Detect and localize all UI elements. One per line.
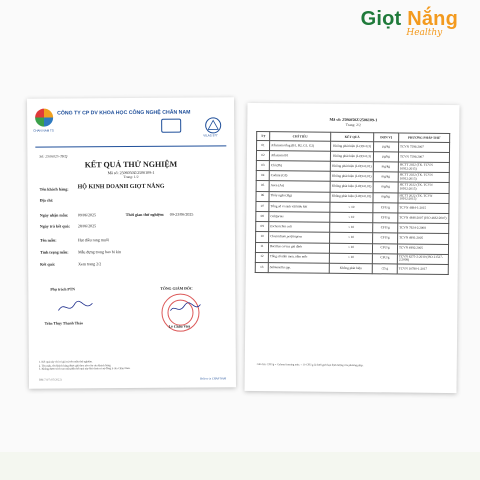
note-line: 1. Kết quả này chỉ có giá trị trên mẫu thử nghiệm. (38, 360, 93, 364)
col-header-chi-tieu: CHỈ TIÊU (270, 132, 331, 141)
brand-tagline: Healthy (406, 28, 443, 38)
cell-chi-tieu: Salmonella spp. (268, 262, 329, 273)
cell-tt: 06 (256, 191, 269, 201)
report-page-1 (27, 97, 236, 388)
cell-chi-tieu: Cadimi (Cd) (269, 171, 330, 182)
cell-chi-tieu: Chì (Pb) (269, 161, 330, 172)
bottom-band (0, 452, 480, 480)
brand-name-part2: Nắng (407, 8, 458, 30)
customer-value: HỘ KINH DOANH GIỌT NẮNG (77, 183, 165, 191)
cell-phuong-phap: TCVN 7596:2007 (399, 142, 450, 153)
logo-caption: CHAN NAM TS (33, 128, 54, 133)
col-header-phuong-phap: PHƯƠNG PHÁP THỬ (399, 133, 450, 142)
cell-phuong-phap: TCVN 8275-2:2010 (ISO 21527-2:2008) (397, 254, 448, 265)
cell-tt: 07 (256, 201, 269, 211)
cell-don-vi: CFU/g (373, 203, 398, 213)
cell-don-vi: mg/kg (373, 172, 398, 182)
cell-tt: 03 (256, 161, 269, 171)
cell-tt: 12 (255, 252, 268, 262)
cell-phuong-phap: TCVN 4992:2005 (397, 243, 448, 254)
cell-tt: 04 (256, 171, 269, 181)
cell-don-vi: mg/kg (373, 182, 398, 192)
chan-nam-logo-icon (35, 109, 53, 127)
cell-ket-qua: Không phát hiện (329, 263, 372, 274)
form-code: BM-7.8/7 (05/2022) (38, 378, 62, 382)
page1-footer (39, 377, 226, 381)
page1-header (35, 105, 226, 146)
director-name: Lê Châu Việt (168, 324, 191, 329)
report-code: Mã số: 2506050Z/2506109-1 (107, 169, 155, 176)
report-title: KẾT QUẢ THỬ NGHIỆM (84, 159, 178, 170)
brand-logo (361, 8, 458, 38)
result-value: Xem trang 2/2 (78, 261, 102, 267)
page1-notes (39, 359, 226, 371)
report-number: Số: 2506025-TKQ (39, 154, 68, 159)
sample-name-value: Hạt điều rang muối (77, 237, 109, 243)
cell-ket-qua: Không phát hiện (LOD=0,01) (330, 182, 373, 193)
note-line: 3. Không được trích sao một phần kết quả này khi chưa có sự đồng ý của Chân Nam. (38, 367, 131, 371)
cell-phuong-phap: TCVN 7596:2007 (398, 152, 449, 163)
cell-tt: 05 (256, 181, 269, 191)
result-label: Kết quả: (40, 261, 56, 267)
cell-phuong-phap: HCTT 2022 (TK. TCVN 10912:2015) (398, 162, 449, 173)
cell-chi-tieu: Tổng số nấm men, nấm mốc (268, 252, 329, 263)
col-header-don-vi: ĐƠN VỊ (374, 133, 399, 142)
cell-phuong-phap: TCVN 4991:2005 (398, 233, 449, 244)
cell-ket-qua: < 10 (329, 243, 372, 254)
table-row (255, 262, 448, 274)
cell-ket-qua: < 10 (329, 253, 372, 264)
cell-don-vi: CFU/g (373, 233, 398, 243)
company-name: CÔNG TY CP DV KHOA HỌC CÔNG NGHỆ CHÂN NAM (57, 109, 191, 117)
address-label: Địa chỉ: (39, 197, 54, 203)
cell-tt: 09 (256, 222, 269, 232)
cell-chi-tieu: Escherichia coli (269, 222, 330, 233)
sample-name-label: Tên mẫu: (39, 237, 57, 243)
cell-chi-tieu: Asen (As) (269, 181, 330, 192)
sample-status-value: Mẫu đựng trong bao bì kín (78, 249, 122, 255)
cell-don-vi: µg/kg (374, 142, 399, 152)
header-divider (35, 145, 226, 147)
director-signature-icon (168, 301, 202, 317)
results-table (255, 131, 450, 275)
report-page-2 (244, 103, 459, 393)
cell-chi-tieu: Tổng số vi sinh vật hiếu khí (269, 201, 330, 212)
col-header-tt: TT (257, 131, 270, 140)
cell-don-vi: CFU/g (373, 223, 398, 233)
cell-chi-tieu: Thủy ngân (Hg) (269, 191, 330, 202)
director-title: TỔNG GIÁM ĐỐC (160, 286, 193, 291)
cell-ket-qua: Không phát hiện (LOD=0,3) (330, 151, 373, 162)
lab-head-signature-icon (56, 298, 94, 316)
cell-ket-qua: Không phát hiện (LOD=0,3) (331, 141, 374, 152)
return-date-value: 28/06/2025 (77, 223, 97, 229)
cell-ket-qua: < 10 (330, 222, 373, 233)
cell-tt: 01 (257, 140, 270, 150)
cell-phuong-phap: TCVN 7924-2:2008 (398, 223, 449, 234)
page2-note: Ghi chú: CFU/g = Colony forming unit; < 10 CFU/g là dưới giới hạn định lượng của phương pháp. (256, 363, 364, 368)
cell-tt: 11 (255, 242, 268, 252)
return-date-label: Ngày trả kết quả: (39, 223, 71, 229)
cell-phuong-phap: TCVN 10780-1:2017 (397, 264, 448, 275)
cell-ket-qua: < 10 (330, 202, 373, 213)
cell-chi-tieu: Bacillus cereus giả định (268, 242, 329, 253)
cell-tt: 13 (255, 262, 268, 272)
vilas-icon (205, 117, 221, 133)
cell-ket-qua: Không phát hiện (LOD=0,01) (330, 161, 373, 172)
cell-don-vi: µg/kg (373, 152, 398, 162)
lab-head-title: Phụ trách PTN (50, 287, 76, 292)
customer-label: Tên khách hàng: (39, 186, 69, 192)
col-header-ket-qua: KẾT QUẢ (331, 132, 374, 141)
certification-icon (161, 119, 181, 133)
cell-don-vi: CFU/g (372, 243, 397, 253)
cell-ket-qua: < 10 (330, 212, 373, 223)
cell-tt: 08 (256, 211, 269, 221)
cell-chi-tieu: Coliforms (269, 212, 330, 223)
page-number: Trang: 1/2 (123, 174, 139, 180)
cell-phuong-phap: HCTT 2022 (TK. TCVN 10912:2015) (398, 172, 449, 183)
cell-ket-qua: Không phát hiện (LOD=0,01) (330, 192, 373, 203)
cell-phuong-phap: HCTT 2022 (TK. TCVN 10912:2015) (398, 193, 449, 204)
received-date-label: Ngày nhận mẫu: (39, 212, 69, 218)
sample-status-label: Tình trạng mẫu: (40, 249, 69, 255)
cell-phuong-phap: TCVN 4848:2007 (ISO 4832:2007) (398, 213, 449, 224)
note-line: 2. Tên mẫu, tên khách hàng được ghi theo yêu cầu của khách hàng. (38, 363, 112, 368)
footer-slogan: Believe in CHAN NAM (200, 377, 226, 381)
cell-don-vi: CFU/g (373, 213, 398, 223)
cell-chi-tieu: Clostridium perfringens (269, 232, 330, 243)
cell-don-vi: mg/kg (373, 162, 398, 172)
received-date-value: 09/06/2025 (77, 212, 97, 218)
cell-tt: 02 (256, 150, 269, 160)
cell-tt: 10 (256, 232, 269, 242)
brand-name-part1: Giọt (360, 8, 402, 30)
lab-head-name: Trần Thụy Thanh Thảo (44, 321, 84, 326)
test-period-label: Thời gian thử nghiệm: (125, 211, 165, 218)
page2-page-number: Trang: 2/2 (345, 122, 361, 128)
cell-chi-tieu: Aflatoxin B1 (269, 151, 330, 162)
test-period-value: 09-23/06/2025 (169, 211, 194, 217)
cell-chi-tieu: Aflatoxin tổng (B1, B2, G1, G2) (270, 140, 331, 151)
cell-phuong-phap: TCVN 4884-1:2015 (398, 203, 449, 214)
cell-don-vi: CFU/g (372, 253, 397, 263)
page2-report-code: Mã số: 2506050Z/2506109-1 (329, 116, 378, 123)
cell-phuong-phap: HCTT 2022 (TK. TCVN 10912:2015) (398, 182, 449, 193)
cell-ket-qua: < 10 (330, 233, 373, 244)
cell-don-vi: /25 g (372, 264, 397, 274)
cell-don-vi: mg/kg (373, 192, 398, 202)
vilas-label: VILAS 977 (203, 133, 218, 138)
cell-ket-qua: Không phát hiện (LOD=0,01) (330, 172, 373, 183)
